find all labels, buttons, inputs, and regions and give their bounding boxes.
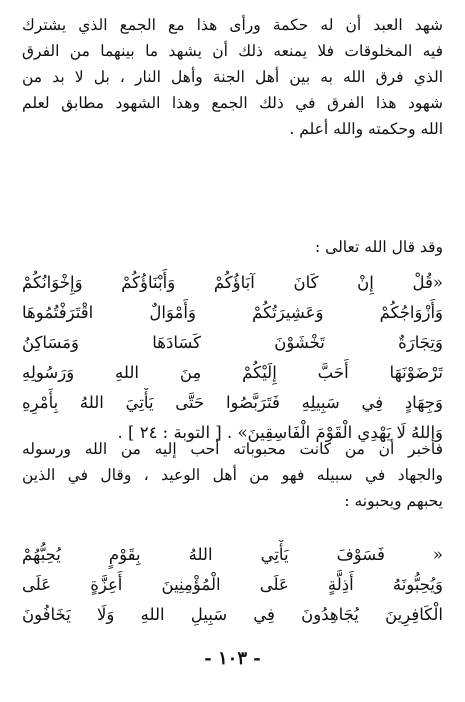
text-line: شهد العبد أن له حكمة ورأى هذا مع الجمع الذي يشترك (22, 16, 443, 34)
verse-line: وَيُحِبُّونَهُ أَذِلَّةٍ عَلَى الْمُؤْمِنِينَ أَعِزَّةٍ عَلَى (22, 575, 443, 594)
text-line: شهود هذا الفرق في ذلك الجمع وهذا الشهود مطابق لعلم (22, 94, 443, 112)
paragraph-quote-intro (22, 234, 443, 260)
text-line: فيه المخلوقات فلا يمنعه ذلك أن يشهد ما بينهما من الفرق (22, 42, 443, 60)
verse-line: وَاللهُ لَا يَهْدِي الْقَوْمَ الْفَاسِقِينَ» . [ التوبة : ٢٤ ] . (117, 423, 443, 442)
page-number: - ١٠٣ - (204, 648, 261, 669)
quote-intro-text: وقد قال الله تعالى : (315, 238, 443, 256)
text-line: والجهاد في سبيله فهو من أهل الوعيد ، وقال في الذين (22, 466, 443, 484)
quran-verse-block-1 (22, 268, 443, 448)
paragraph-intro (22, 12, 443, 142)
verse-line: الْكَافِرِينَ يُجَاهِدُونَ فِي سَبِيلِ اللهِ وَلَا يَخَافُونَ (22, 605, 443, 624)
verse-line: « فَسَوْفَ يَأْتِي اللهُ بِقَوْمٍ يُحِبُّهُمْ (22, 545, 443, 564)
verse-line: «قُلْ إِنْ كَانَ آبَاؤُكُمْ وَأَبْنَاؤُكُمْ وَإِخْوَانُكُمْ (22, 273, 443, 292)
quran-verse-block-2 (22, 540, 443, 630)
verse-line: وَجِهَادٍ فِي سَبِيلِهِ فَتَرَبَّصُوا حَتَّى يَأْتِيَ اللهُ بِأَمْرِهِ (22, 393, 443, 412)
verse-line: تَرْضَوْنَهَا أَحَبَّ إِلَيْكُمْ مِنَ اللهِ وَرَسُولِهِ (22, 363, 443, 382)
verse-line: وَتِجَارَةٌ تَخْشَوْنَ كَسَادَهَا وَمَسَاكِنُ (22, 333, 443, 352)
text-line: الذي فرق الله به بين أهل الجنة وأهل النار ، بل لا بد من (22, 68, 443, 86)
verse-line: وَأَزْوَاجُكُمْ وَعَشِيرَتُكُمْ وَأَمْوَالٌ اقْتَرَفْتُمُوهَا (22, 303, 443, 322)
text-line: فأخبر أن من كانت محبوباته أحب إليه من الله ورسوله (22, 440, 443, 458)
paragraph-commentary (22, 436, 443, 514)
text-line: يحبهم ويحبونه : (344, 492, 443, 510)
text-line: الله وحكمته والله أعلم . (289, 120, 443, 138)
